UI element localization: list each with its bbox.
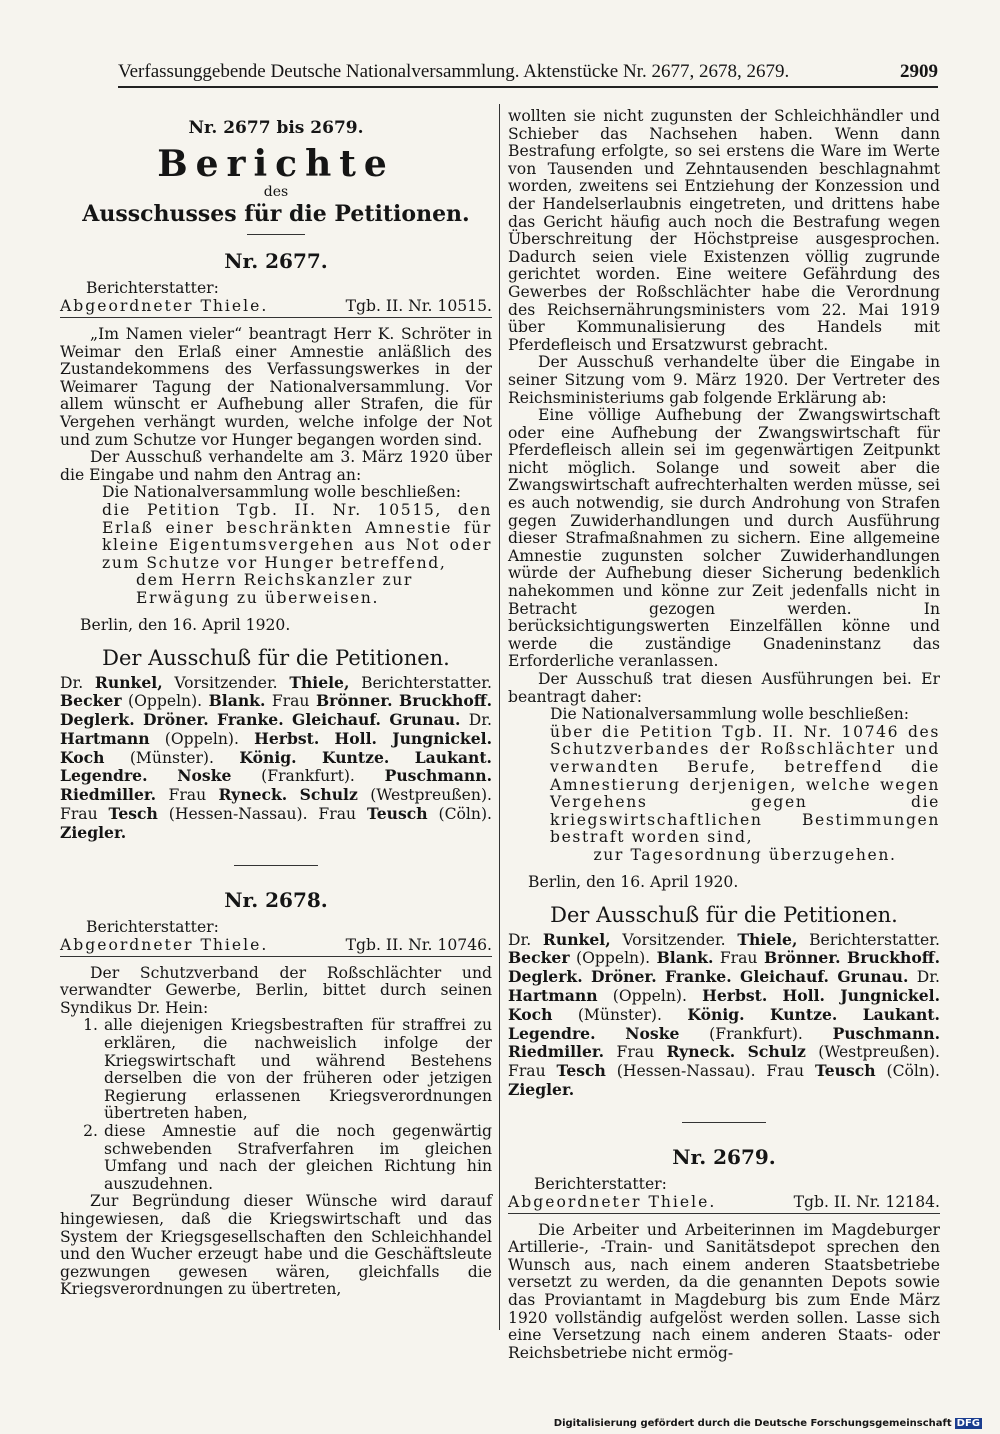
member-text: Dr. [60, 673, 95, 692]
member-name: Thiele, [737, 929, 798, 949]
member-name: Laukant. [862, 1004, 940, 1024]
member-text: Frau [604, 1043, 667, 1062]
member-name: Jungnickel. [392, 728, 492, 748]
member-text: (Münster). [104, 748, 240, 767]
member-name: Grunau. [837, 967, 909, 987]
reporter-name: Abgeordneter Thiele. [60, 935, 269, 954]
paragraph: Der Ausschuß trat diesen Ausführungen bei. Er beantragt daher: [508, 670, 940, 706]
member-name: Becker [60, 691, 122, 711]
member-name: Ziegler. [60, 822, 127, 842]
member-text [377, 730, 392, 748]
reporter-name: Abgeordneter Thiele. [508, 1192, 717, 1211]
member-text: Berichterstatter. [797, 930, 940, 949]
member-name: Ryneck. [218, 785, 288, 805]
member-name: Tesch [556, 1061, 606, 1081]
reporter-label: Berichterstatter: [534, 1174, 667, 1193]
reports-des: des [263, 184, 289, 200]
member-name: Bruckhoff. [399, 691, 493, 711]
member-text [287, 786, 299, 804]
member-name: Teusch [366, 804, 428, 824]
paragraph: Die Arbeiter und Arbeiterinnen im Magdeburger Artillerie-, -Train- und Sanitätsdepot sprechen den Wunsch aus, nach einem anderen Staatsbetriebe versetzt zu werden, da die genannten Depots sowie das Proviantamt in Magdeburg bis zum Ende März 1920 vollständig aufgelöst werden sollen. Lasse sich eine Versetzung nach einem anderen Staats- oder Reichsbetriebe nicht ermög- [508, 1220, 940, 1362]
column-rule [499, 104, 500, 1330]
member-name: Schulz [747, 1042, 806, 1062]
motion-decision: zur Tagesordnung überzugehen. [593, 845, 897, 864]
member-text: Dr. [908, 968, 940, 987]
member-text: (Hessen-Nassau). Frau [157, 805, 367, 824]
member-text: (Oppeln). [597, 986, 703, 1005]
tgb-number: Tgb. II. Nr. 10746. [345, 935, 492, 954]
list-text: diese Amnestie auf die noch gegenwärtig schwebenden Strafverfahren im gleichen Umfang und nach der gleichen Richtung hin auszudehnen. [104, 1122, 492, 1193]
member-text: (Cöln). [427, 805, 492, 824]
member-text [657, 968, 665, 986]
page-number: 2909 [900, 61, 938, 82]
member-text [837, 1006, 862, 1024]
member-name: Herbst. [254, 728, 320, 748]
member-name: Noske [625, 1023, 680, 1043]
member-text: Vorsitzender. [162, 673, 290, 692]
committee-members [60, 674, 492, 843]
date-line: Berlin, den 16. April 1920. [528, 872, 739, 891]
member-name: Riedmiller. [508, 1042, 605, 1062]
member-name: Kuntze. [322, 747, 390, 767]
member-name: König. [239, 747, 297, 767]
member-text [319, 730, 334, 748]
member-name: Koch [60, 747, 105, 767]
member-name: Noske [177, 766, 232, 786]
member-name: Bruckhoff. [847, 948, 941, 968]
member-text: (Oppeln). [569, 949, 657, 968]
reports-title: Berichte [157, 143, 395, 185]
member-text: (Hessen-Nassau). Frau [605, 1062, 815, 1081]
reports-caption: Nr. 2677 bis 2679. [188, 118, 364, 138]
member-name: Runkel, [94, 672, 163, 692]
member-text: Berichterstatter. [349, 673, 492, 692]
member-text: (Oppeln). [149, 729, 255, 748]
member-text [825, 987, 840, 1005]
reporter-line [508, 1193, 940, 1214]
list-number: 2. [83, 1122, 98, 1141]
member-name: Legendre. [508, 1023, 596, 1043]
list-text: alle diejenigen Kriegsbestraften für straffrei zu erklären, die nachweislich infolge der Kriegswirtschaft und während Bestehens derselben die von der früheren oder jetzigen Regierung erlassenen Kriegsverordnungen übertreten haben, [104, 1016, 492, 1123]
member-name: Schulz [299, 785, 358, 805]
tgb-number: Tgb. II. Nr. 12184. [793, 1192, 940, 1211]
motion-decision: dem Herrn Reichskanzler zur Erwägung zu überweisen. [136, 571, 413, 607]
member-name: Kuntze. [770, 1004, 838, 1024]
member-text: (Westpreußen). Frau [508, 1043, 940, 1081]
paragraph: wollten sie nicht zugunsten der Schleichhändler und Schieber das Nachsehen haben. Wenn dann Bestrafung erfolgte, so sei erstens die Ware im Werte von Tausenden und Zehntausenden beschlagnahmt worden, zweitens sei Entziehung der Konzession und der Handelserlaubnis eingetreten, und drittens habe das Gericht häufig auch noch die Bestrafung wegen Überschreitung der Höchstpreise ausgesprochen. Dadurch seien viele Existenzen völlig zugrunde gerichtet worden. Eine weitere Gefährdung des Gewerbes der Roßschlächter habe die Verordnung des Reichsernährungsministers vom 22. Mai 1919 über Kommunalisierung des Handels mit Pferdefleisch und Ersatzwurst gebracht. [508, 107, 940, 354]
member-text [297, 749, 322, 767]
member-text [596, 1025, 626, 1043]
member-name: Koch [508, 1004, 553, 1024]
list-item [60, 1123, 492, 1193]
reporter-line [60, 936, 492, 957]
motion-intro: Die Nationalversammlung wolle beschließen: [550, 705, 909, 724]
member-text: (Cöln). [875, 1062, 940, 1081]
member-name: Teusch [814, 1061, 876, 1081]
member-name: Dröner. [143, 710, 209, 730]
member-name: Ziegler. [508, 1079, 575, 1099]
paragraph: „Im Namen vieler“ beantragt Herr K. Schröter in Weimar den Erlaß einer Amnestie anläßlich des Zustandekommens des Verfassungswerkes in der Weimarer Tagung der Nationalversammlung. Vor allem wünscht er Aufhebung aller Strafen, die für Vergehen verhängt wurden, welche infolge der Not und zum Schutze vor Hunger begangen worden sind. [60, 325, 492, 449]
member-text: (Oppeln). [121, 692, 209, 711]
dfg-logo: DFG [956, 1418, 980, 1429]
member-text: (Westpreußen). Frau [60, 786, 492, 824]
member-text: (Münster). [552, 1005, 688, 1024]
member-name: Thiele, [289, 672, 350, 692]
paragraph: Der Schutzverband der Roßschlächter und verwandter Gewerbe, Berlin, bittet durch seinen Syndikus Dr. Hein: [60, 963, 492, 1017]
committee-heading: Der Ausschuß für die Petitionen. [102, 645, 450, 670]
member-name: Runkel, [542, 929, 611, 949]
member-text [732, 968, 740, 986]
member-text: Vorsitzender. [610, 930, 738, 949]
member-name: Grunau. [389, 710, 461, 730]
member-name: Jungnickel. [840, 985, 940, 1005]
paragraph: Zur Begründung dieser Wünsche wird darauf hingewiesen, daß die Kriegswirtschaft und das System der Kriegsgesellschaften den Schleichhandel und den Wucher erzeugt habe und die Geschäftsleute gezwungen gewesen wären, gleichfalls die Kriegsverordnungen zu übertreten, [60, 1192, 492, 1299]
list-item [60, 1017, 492, 1123]
member-text: (Frankfurt). [231, 767, 385, 786]
paragraph: Der Ausschuß verhandelte über die Eingabe in seiner Sitzung vom 9. März 1920. Der Vertreter des Reichsministeriums gab folgende Erklärung ab: [508, 353, 940, 407]
member-name: Brönner. [763, 948, 841, 968]
member-text [735, 1043, 747, 1061]
footer [554, 1418, 982, 1429]
list-number: 1. [83, 1016, 98, 1035]
committee-members [508, 931, 940, 1100]
motion-text: die Petition Tgb. II. Nr. 10515, den Erlaß einer beschränkten Amnestie für kleine Eigentumsvergehen aus Not oder zum Schutze vor Hunger betreffend, [102, 500, 492, 572]
member-text [209, 711, 217, 729]
report-2679-number: Nr. 2679. [672, 1144, 776, 1169]
member-name: König. [687, 1004, 745, 1024]
paragraph: Eine völlige Aufhebung der Zwangswirtschaft oder eine Aufhebung der Zwangswirtschaft für Pferdefleisch allein sei im gegenwärtigen Zeitpunkt nicht möglich. Solange und soweit aber die Zwangswirtschaft aufrechterhalten werden müsse, sei es auch notwendig, sie durch Androhung von Strafen gegen Zuwiderhandlungen und durch Ausführung dieser Strafmaßnahmen zu sichern. Eine allgemeine Amnestie zugunsten solcher Zuwiderhandlungen würde der Aufhebung dieser Sicherung bedenklich nahekommen und könne zur Zeit jedenfalls nicht in Betracht gezogen werden. In berücksichtigungswerten Einzelfällen könne und werde die zuständige Gnadeninstanz das Erforderliche veranlassen. [508, 406, 940, 671]
member-name: Puschmann. [832, 1023, 940, 1043]
tgb-number: Tgb. II. Nr. 10515. [345, 297, 492, 315]
member-text [767, 987, 782, 1005]
reporter-name: Abgeordneter Thiele. [60, 297, 269, 315]
member-name: Hartmann [508, 985, 598, 1005]
divider [682, 1122, 766, 1123]
reporter-line [60, 297, 492, 318]
member-name: Franke. [665, 967, 732, 987]
member-name: Gleichauf. [740, 967, 829, 987]
member-name: Puschmann. [384, 766, 492, 786]
member-name: Blank. [656, 948, 714, 968]
member-text [135, 711, 143, 729]
member-name: Holl. [334, 728, 377, 748]
member-text: Frau [265, 692, 316, 711]
member-name: Deglerk. [508, 967, 583, 987]
member-name: Laukant. [414, 747, 492, 767]
paragraph: Der Ausschuß verhandelte am 3. März 1920 über die Eingabe und nahm den Antrag an: [60, 448, 492, 484]
member-name: Gleichauf. [292, 710, 381, 730]
member-text [284, 711, 292, 729]
member-text [148, 767, 178, 785]
member-text: Frau [156, 786, 219, 805]
member-name: Herbst. [702, 985, 768, 1005]
motion-text: über die Petition Tgb. II. Nr. 10746 des Schutzverbandes der Roßschlächter und verwandten Berufe, betreffend die Amnestierung derjenigen, welche wegen Vergehens gegen die kriegswirtschaftlichen Bestimmungen bestraft worden sind, [550, 722, 940, 847]
committee-heading: Der Ausschuß für die Petitionen. [550, 902, 898, 927]
member-text: Dr. [508, 930, 543, 949]
member-text: (Frankfurt). [679, 1024, 833, 1043]
divider [247, 234, 305, 235]
member-name: Brönner. [315, 691, 393, 711]
date-line: Berlin, den 16. April 1920. [80, 615, 291, 634]
member-name: Becker [508, 948, 570, 968]
member-text: Frau [713, 949, 764, 968]
divider [234, 865, 318, 866]
member-name: Franke. [217, 710, 284, 730]
member-name: Dröner. [591, 967, 657, 987]
member-name: Hartmann [60, 728, 150, 748]
right-column [508, 107, 941, 1362]
left-column [60, 108, 492, 1348]
member-text: Dr. [460, 711, 492, 730]
member-name: Holl. [782, 985, 825, 1005]
reports-subtitle: Ausschusses für die Petitionen. [82, 201, 470, 227]
member-text [583, 968, 591, 986]
member-name: Ryneck. [666, 1042, 736, 1062]
member-name: Blank. [208, 691, 266, 711]
member-name: Deglerk. [60, 710, 135, 730]
member-text [389, 749, 414, 767]
motion-intro: Die Nationalversammlung wolle beschließen: [102, 483, 461, 502]
footer-text: Digitalisierung gefördert durch die Deutsche Forschungsgemeinschaft [553, 1418, 952, 1429]
report-2677-number: Nr. 2677. [224, 249, 328, 273]
report-2678-number: Nr. 2678. [224, 887, 328, 912]
page-header [118, 60, 938, 88]
reporter-label: Berichterstatter: [86, 279, 219, 297]
reporter-label: Berichterstatter: [86, 917, 219, 936]
member-name: Legendre. [60, 766, 148, 786]
member-name: Tesch [108, 804, 158, 824]
member-text [745, 1006, 770, 1024]
running-title: Verfassunggebende Deutsche Nationalversammlung. Aktenstücke Nr. 2677, 2678, 2679. [118, 61, 790, 82]
member-name: Riedmiller. [60, 785, 157, 805]
